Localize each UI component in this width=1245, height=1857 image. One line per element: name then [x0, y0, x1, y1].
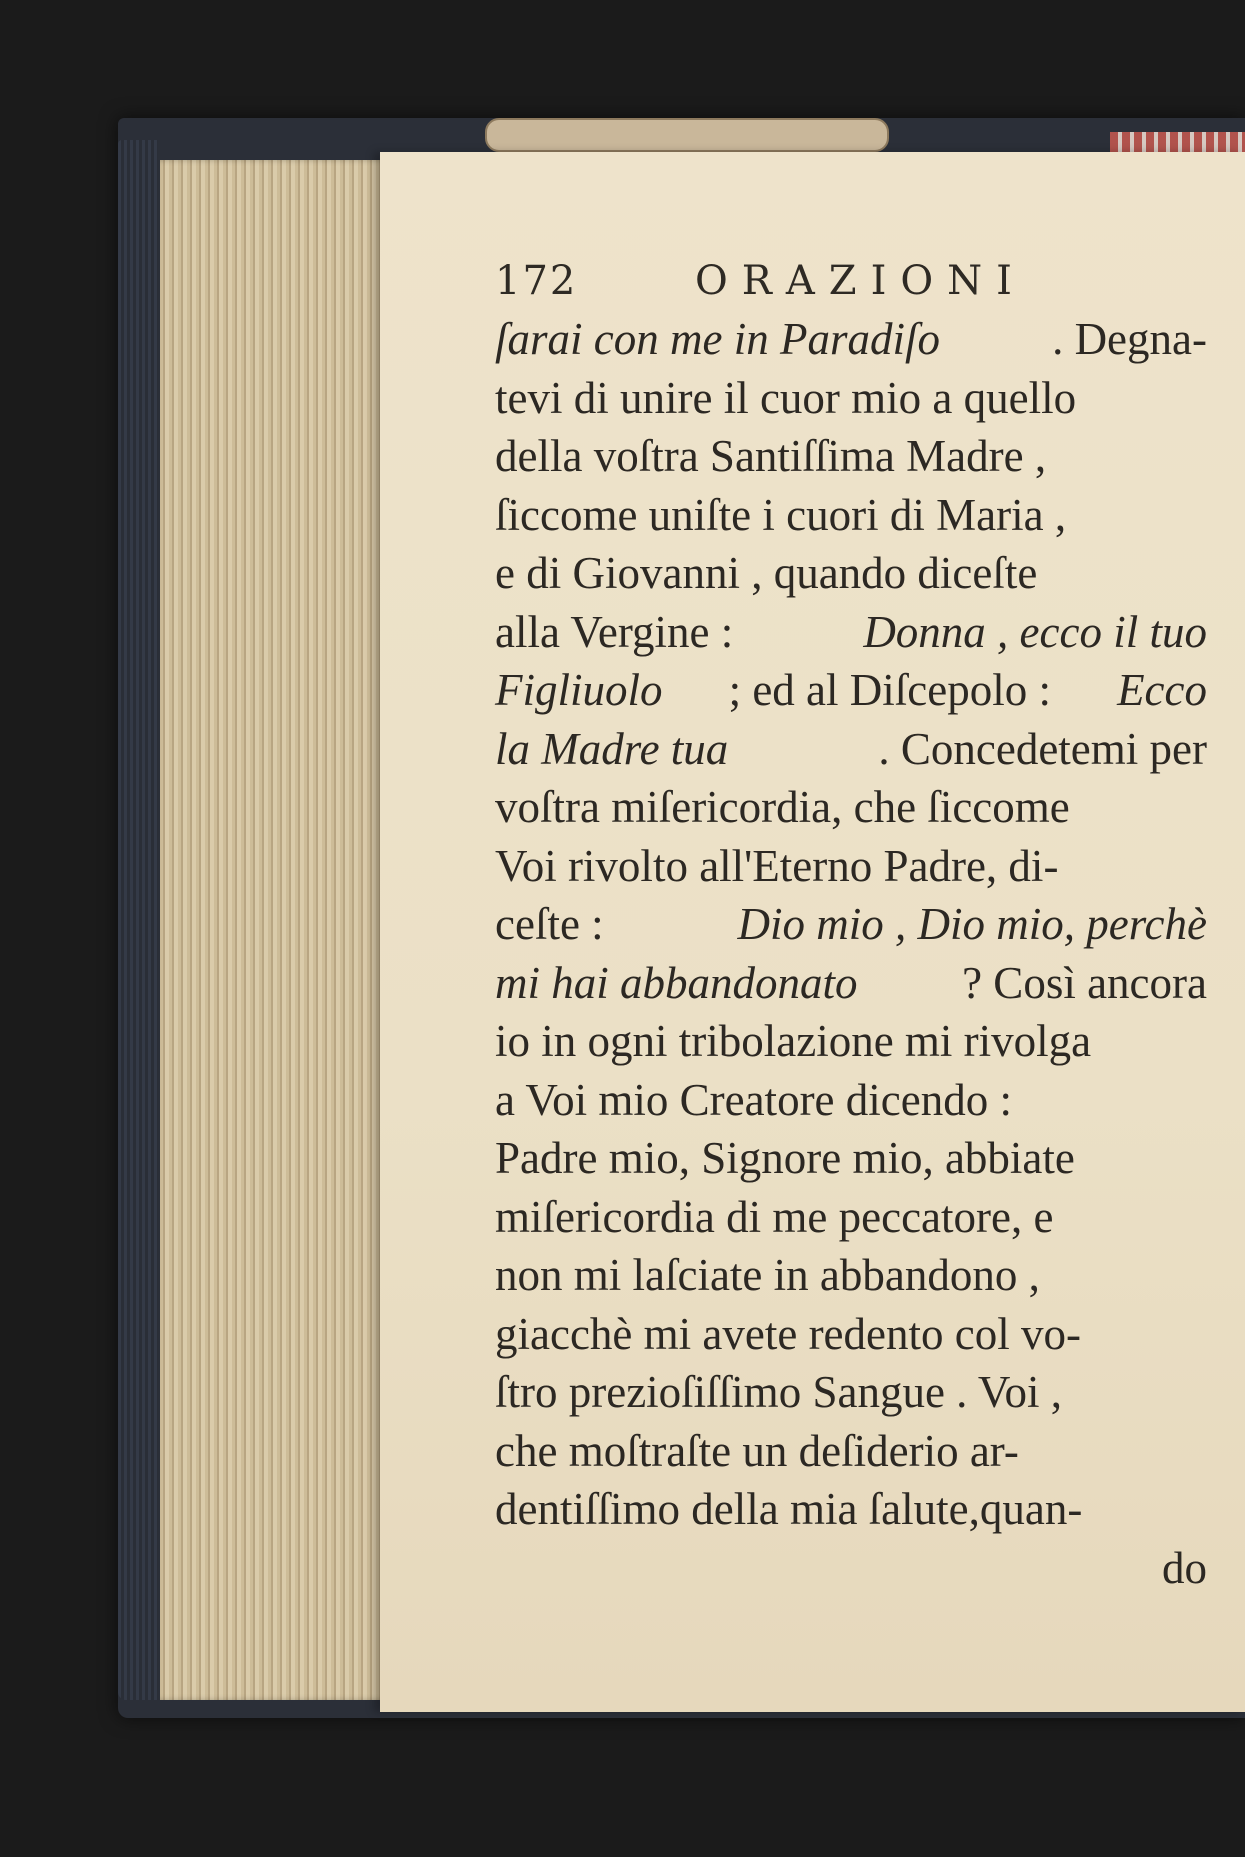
running-head — [495, 258, 1215, 318]
text-line: giacchè mi avete redento col vo- — [495, 1308, 1081, 1359]
text-line: della voſtra Santiſſima Madre , — [495, 431, 1047, 481]
catchword: do — [1162, 1542, 1207, 1593]
text-line: dentiſſimo della mia ſalute,quan- — [495, 1484, 1083, 1534]
book-spine — [118, 140, 158, 1700]
text-line: Voi rivolto all'Eterno Padre, di- — [495, 840, 1059, 891]
text-line: che moſtraſte un deſiderio ar- — [495, 1425, 1019, 1476]
page-number: 172 — [495, 258, 578, 304]
text-line: ceſte : Dio mio , Dio mio, perchè — [495, 899, 1207, 949]
text-line: a Voi mio Creatore dicendo : — [495, 1074, 1012, 1125]
text-line: tevi di unire il cuor mio a quello — [495, 372, 1077, 423]
text-line: ſtro prezioſiſſimo Sangue . Voi , — [495, 1367, 1063, 1417]
text-line: voſtra miſericordia, che ſiccome — [495, 782, 1070, 832]
text-line: io in ogni tribolazione mi rivolga — [495, 1016, 1092, 1066]
text-line: alla Vergine : Donna , ecco il tuo — [495, 606, 1207, 657]
text-line: e di Giovanni , quando diceſte — [495, 548, 1038, 598]
page-title: ORAZIONI — [695, 258, 1026, 304]
body-text — [495, 310, 1207, 1597]
text-line: la Madre tua . Concedetemi per — [495, 723, 1207, 774]
text-line: Padre mio, Signore mio, abbiate — [495, 1133, 1075, 1183]
text-line: non mi laſciate in abbandono , — [495, 1250, 1040, 1300]
text-line: miſericordia di me peccatore, e — [495, 1191, 1054, 1242]
text-line: ſarai con me in Paradiſo . Degna- — [495, 314, 1207, 364]
page-edges — [160, 160, 400, 1700]
text-line: mi hai abbandonato ? Così ancora — [495, 957, 1207, 1008]
text-line: ſiccome uniſte i cuori di Maria , — [495, 489, 1067, 540]
text-line: Figliuolo ; ed al Diſcepolo : Ecco — [495, 665, 1207, 715]
binding-tab — [485, 118, 889, 152]
